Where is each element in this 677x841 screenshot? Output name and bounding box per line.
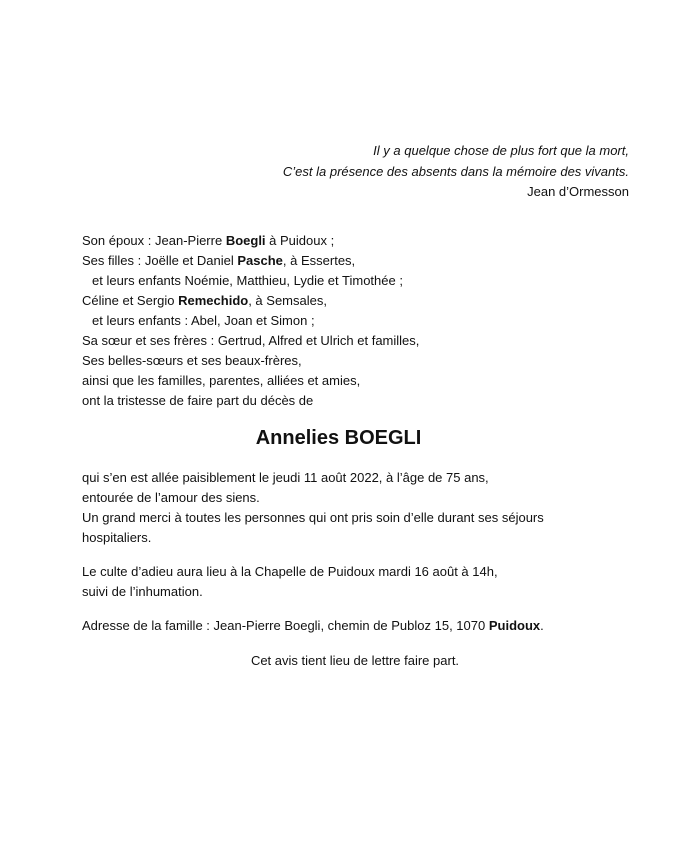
daughters-place: , à Essertes, bbox=[282, 253, 356, 268]
announcement-paragraph bbox=[82, 468, 582, 548]
spouse-text: Son époux : Jean-Pierre bbox=[82, 233, 226, 248]
daughter-surname-pasche: Pasche bbox=[237, 253, 283, 268]
announcement-line-1: qui s’en est allée paisiblement le jeudi 11 août 2022, à l’âge de 75 ans, bbox=[82, 470, 489, 485]
spouse-place: à Puidoux ; bbox=[265, 233, 335, 248]
address-paragraph bbox=[82, 616, 582, 636]
family-line-grandchildren-1: et leurs enfants Noémie, Matthieu, Lydie et Timothée ; bbox=[92, 273, 403, 288]
family-line-celine bbox=[82, 291, 622, 311]
address-line bbox=[82, 616, 582, 636]
daughters-text: Ses filles : Joëlle et Daniel bbox=[82, 253, 238, 268]
address-suffix: . bbox=[540, 618, 544, 633]
family-line-daughters bbox=[82, 251, 622, 271]
surname-remechido: Remechido bbox=[178, 293, 249, 308]
family-line-relatives: ainsi que les familles, parentes, alliées et amies, bbox=[82, 373, 361, 388]
epigraph bbox=[69, 141, 629, 203]
family-line-grandchildren-2: et leurs enfants : Abel, Joan et Simon ; bbox=[92, 313, 315, 328]
celine-text: Céline et Sergio bbox=[82, 293, 179, 308]
closing-note: Cet avis tient lieu de lettre faire part. bbox=[250, 653, 460, 668]
family-list bbox=[82, 231, 622, 411]
celine-place: , à Semsales, bbox=[248, 293, 327, 308]
epigraph-line-1: Il y a quelque chose de plus fort que la mort, bbox=[373, 143, 629, 158]
address-text: Adresse de la famille : Jean-Pierre Boegli, chemin de Publoz 15, 1070 bbox=[82, 618, 489, 633]
deceased-name: Annelies BOEGLI bbox=[255, 427, 422, 449]
epigraph-author: Jean d’Ormesson bbox=[527, 184, 629, 199]
ceremony-line-1: Le culte d’adieu aura lieu à la Chapelle de Puidoux mardi 16 août à 14h, bbox=[82, 564, 498, 579]
announcement-line-3: Un grand merci à toutes les personnes qui ont pris soin d’elle durant ses séjours bbox=[82, 510, 544, 525]
ceremony-line-2: suivi de l’inhumation. bbox=[82, 584, 203, 599]
family-line-siblings: Sa sœur et ses frères : Gertrud, Alfred et Ulrich et familles, bbox=[82, 333, 420, 348]
spouse-surname: Boegli bbox=[225, 233, 266, 248]
family-line-spouse bbox=[82, 231, 622, 251]
address-city: Puidoux bbox=[488, 618, 541, 633]
announcement-line-4: hospitaliers. bbox=[82, 530, 152, 545]
epigraph-line-2: C’est la présence des absents dans la mémoire des vivants. bbox=[282, 163, 629, 179]
ceremony-paragraph bbox=[82, 562, 582, 602]
family-line-announce: ont la tristesse de faire part du décès de bbox=[82, 393, 314, 408]
announcement-line-2: entourée de l’amour des siens. bbox=[82, 490, 260, 505]
family-line-in-laws: Ses belles-sœurs et ses beaux-frères, bbox=[82, 353, 302, 368]
